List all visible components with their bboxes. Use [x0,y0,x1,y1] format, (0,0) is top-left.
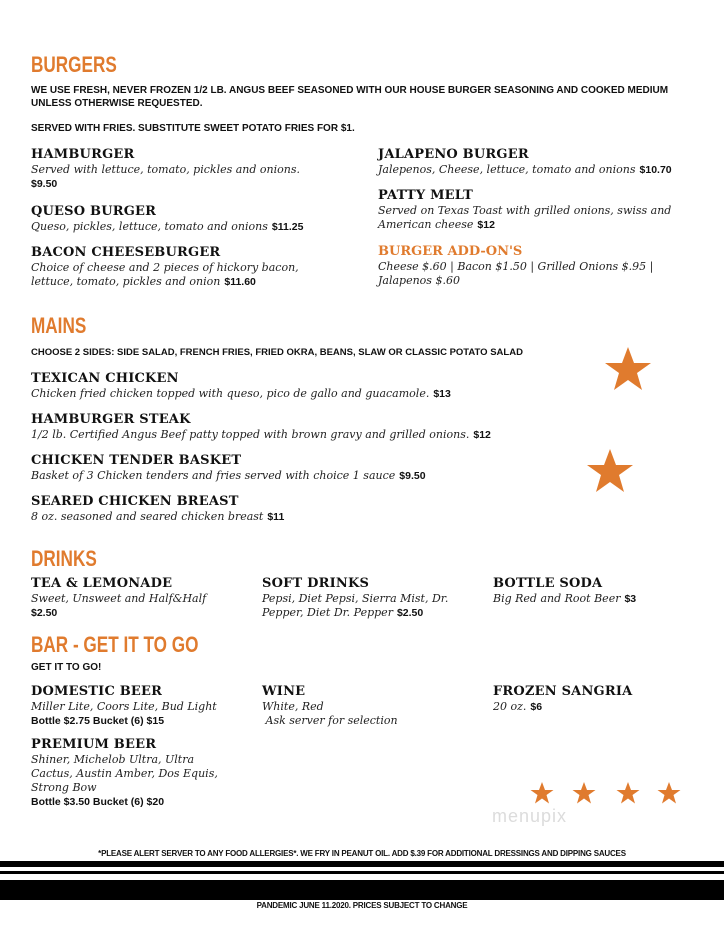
item-price: $11 [267,511,285,523]
item-desc: Choice of cheese and 2 pieces of hickory bacon, lettuce, tomato, pickles and onion [31,261,299,288]
mains-sides-note: CHOOSE 2 SIDES: SIDE SALAD, FRENCH FRIES, FRIED OKRA, BEANS, SLAW OR CLASSIC POTATO SALAD [31,347,523,358]
divider-bar [0,861,724,867]
menu-item-hamburger [31,147,331,191]
item-name: PREMIUM BEER [31,737,157,752]
item-price: $2.50 [31,607,58,619]
item-price: $9.50 [399,470,426,482]
item-desc-2: Ask server for selection [262,714,398,727]
item-price: $13 [433,388,451,400]
item-price: $11.60 [224,276,256,288]
item-desc: Pepsi, Diet Pepsi, Sierra Mist, Dr. Pepper, Diet Dr. Pepper [262,592,449,619]
menu-item-queso-burger [31,204,351,234]
item-price: $2.50 [396,607,424,619]
item-name: FROZEN SANGRIA [493,684,633,699]
item-desc: Shiner, Michelob Ultra, Ultra Cactus, Austin Amber, Dos Equis, Strong Bow [31,753,218,794]
menu-item-hamburger-steak [31,412,551,442]
star-icon [604,346,652,392]
menu-item-chicken-tender-basket [31,453,531,483]
star-icon [572,779,596,807]
section-title-drinks: DRINKS [31,546,97,571]
item-desc: Served with lettuce, tomato, pickles and onions. [31,163,300,176]
item-name: JALAPENO BURGER [378,147,529,162]
item-desc: Chicken fried chicken topped with queso, pico de gallo and guacamole. [31,387,430,400]
item-name: BACON CHEESEBURGER [31,245,221,260]
item-name: HAMBURGER [31,147,135,162]
item-name: DOMESTIC BEER [31,684,163,699]
item-desc: Basket of 3 Chicken tenders and fries served with choice 1 sauce [31,469,396,482]
item-name: CHICKEN TENDER BASKET [31,453,242,468]
allergy-note: *PLEASE ALERT SERVER TO ANY FOOD ALLERGIES*. WE FRY IN PEANUT OIL. ADD $.39 FOR ADDITIONAL DRESSINGS AND DIPPING SAUCES [98,849,626,858]
menu-item-patty-melt [378,188,688,232]
item-desc: 20 oz. [493,700,527,713]
item-desc: Queso, pickles, lettuce, tomato and onions [31,220,268,233]
menu-item-frozen-sangria [493,684,703,714]
star-icon [530,779,554,807]
item-name: PATTY MELT [378,188,473,203]
menu-item-bottle-soda [493,576,703,606]
star-icon [586,448,634,494]
pricing-note: PANDEMIC JUNE 11.2020. PRICES SUBJECT TO CHANGE [256,901,468,910]
menu-item-seared-chicken-breast [31,494,431,524]
item-price: Bottle $3.50 Bucket (6) $20 [31,796,165,808]
item-name: WINE [262,684,306,699]
menu-item-tea-lemonade [31,576,241,620]
item-desc: White, Red [262,700,324,713]
burgers-sides-note: SERVED WITH FRIES. SUBSTITUTE SWEET POTATO FRIES FOR $1. [31,123,355,134]
item-price: $12 [473,429,491,441]
item-name: SEARED CHICKEN BREAST [31,494,239,509]
star-icon [616,779,640,807]
item-desc: Sweet, Unsweet and Half&Half [31,592,207,605]
item-name: QUESO BURGER [31,204,157,219]
item-desc: Jalepenos, Cheese, lettuce, tomato and onions [378,163,636,176]
addons-desc: Cheese $.60 | Bacon $1.50 | Grilled Onions $.95 | Jalapenos $.60 [378,260,654,287]
menu-item-texican-chicken [31,371,531,401]
section-title-burgers: BURGERS [31,52,117,77]
menu-item-premium-beer [31,737,231,809]
item-name: TEA & LEMONADE [31,576,173,591]
item-price: $9.50 [31,178,58,190]
item-price: $11.25 [271,221,304,233]
item-price: $6 [530,701,543,713]
divider-bar [0,880,724,900]
item-price: Bottle $2.75 Bucket (6) $15 [31,715,165,727]
item-desc: Miller Lite, Coors Lite, Bud Light [31,700,217,713]
item-desc: 1/2 lb. Certified Angus Beef patty topped with brown gravy and grilled onions. [31,428,470,441]
item-name: SOFT DRINKS [262,576,370,591]
menu-item-soft-drinks [262,576,472,620]
bar-note: GET IT TO GO! [31,662,102,673]
item-name: HAMBURGER STEAK [31,412,191,427]
item-desc: Big Red and Root Beer [493,592,621,605]
item-price: $12 [477,219,495,231]
burger-addons [378,244,678,288]
divider-bar [0,871,724,874]
item-price: $3 [624,593,637,605]
item-name: BOTTLE SODA [493,576,603,591]
item-desc: Served on Texas Toast with grilled onions, swiss and American cheese [378,204,672,231]
section-title-mains: MAINS [31,313,87,338]
burgers-note: WE USE FRESH, NEVER FROZEN 1/2 LB. ANGUS BEEF SEASONED WITH OUR HOUSE BURGER SEASONING AND COOKED MEDIUM UNLESS OTHERWISE REQUESTED. [31,85,669,109]
watermark: menu​pix [492,806,568,826]
menu-item-jalapeno-burger [378,147,698,177]
item-name: TEXICAN CHICKEN [31,371,179,386]
addons-title: BURGER ADD-ON'S [378,244,523,259]
item-desc: 8 oz. seasoned and seared chicken breast [31,510,264,523]
menu-item-bacon-cheeseburger [31,245,331,289]
menu-item-domestic-beer [31,684,246,728]
menu-item-wine [262,684,472,728]
item-price: $10.70 [639,164,672,176]
section-title-bar: BAR - GET IT TO GO [31,632,199,657]
star-icon [657,779,681,807]
